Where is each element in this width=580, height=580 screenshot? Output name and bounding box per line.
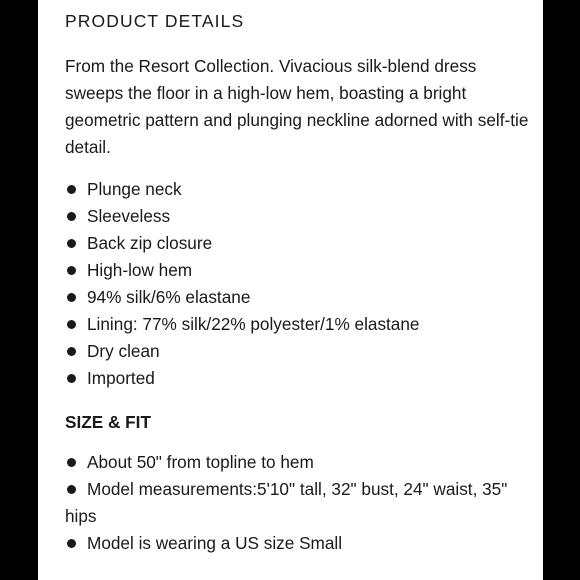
feature-text: Back zip closure (87, 233, 213, 253)
bullet-icon (67, 266, 76, 275)
content (65, 6, 535, 557)
size-fit-heading: SIZE & FIT (65, 412, 151, 432)
bullet-icon (67, 212, 76, 221)
list-item (65, 176, 535, 203)
list-item (65, 257, 535, 284)
feature-text: Imported (87, 368, 155, 388)
feature-text: Sleeveless (87, 206, 171, 226)
feature-text: High-low hem (87, 260, 193, 280)
product-details-panel (38, 0, 543, 580)
feature-list (65, 176, 535, 392)
feature-text: Plunge neck (87, 179, 182, 199)
feature-text: Dry clean (87, 341, 160, 361)
feature-text: 94% silk/6% elastane (87, 287, 251, 307)
list-item (65, 449, 535, 476)
list-item (65, 530, 535, 557)
bullet-icon (67, 374, 76, 383)
fit-text: About 50" from topline to hem (87, 452, 314, 472)
product-description: From the Resort Collection. Vivacious silk-blend dress sweeps the floor in a high-low hem, boasting a bright geometric pattern and plunging neckline adorned with self-tie detail. (65, 56, 529, 157)
bullet-icon (67, 320, 76, 329)
bullet-icon (67, 293, 76, 302)
feature-text: Lining: 77% silk/22% polyester/1% elastane (87, 314, 420, 334)
list-item (65, 476, 535, 530)
bullet-icon (67, 485, 76, 494)
bullet-icon (67, 239, 76, 248)
list-item (65, 230, 535, 257)
list-item (65, 311, 535, 338)
bullet-icon (67, 347, 76, 356)
list-item (65, 365, 535, 392)
bullet-icon (67, 458, 76, 467)
list-item (65, 203, 535, 230)
bullet-icon (67, 185, 76, 194)
list-item (65, 338, 535, 365)
fit-text: Model measurements:5'10" tall, 32" bust, 24" waist, 35" hips (65, 479, 508, 526)
list-item (65, 284, 535, 311)
size-fit-list (65, 449, 535, 557)
product-details-heading: PRODUCT DETAILS (65, 11, 245, 31)
bullet-icon (67, 539, 76, 548)
fit-text: Model is wearing a US size Small (87, 533, 343, 553)
